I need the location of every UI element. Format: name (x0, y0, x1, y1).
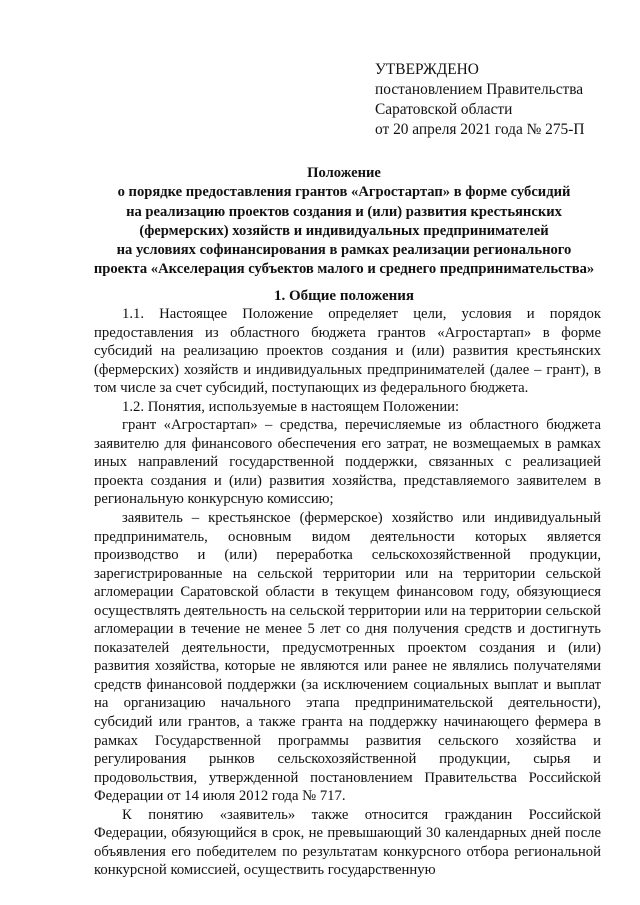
section-heading: 1. Общие положения (273, 288, 415, 304)
document-title-block (92, 164, 596, 280)
paragraph: 1.2. Понятия, используемые в настоящем Положении: (122, 398, 460, 415)
subtitle-line: на реализацию проектов создания и (или) развития крестьянских (126, 203, 562, 220)
document-title: Положение (307, 165, 381, 181)
subtitle-line: на условиях софинансирования в рамках реализации регионального (116, 242, 572, 259)
subtitle-line: проекта «Акселерация субъектов малого и среднего предпринимательства» (93, 261, 595, 278)
subtitle-line: о порядке предоставления грантов «Агростартап» в форме субсидий (117, 184, 571, 201)
approval-heading: УТВЕРЖДЕНО (375, 61, 479, 78)
subtitle-line: (фермерских) хозяйств и индивидуальных предпринимателей (139, 222, 549, 239)
approval-line-1: постановлением Правительства (375, 81, 584, 98)
approval-line-2: Саратовской области (375, 101, 513, 118)
document-body (94, 305, 601, 880)
paragraph: 1.1. Настоящее Положение определяет цели, условия и порядок предоставления из областного бюджета грантов «Агростартап» в форме субсидий на реализацию проектов создания и (или) развития крестьянских (фермерских) хозяйств и индивидуальных предпринимателей (далее – грант), в том числе за счет субсидий, поступающих из федерального бюджета. (94, 306, 601, 397)
paragraph: грант «Агростартап» – средства, перечисляемые из областного бюджета заявителю для финансового обеспечения его затрат, не возмещаемых в рамках иных направлений государственной поддержки, связанных с реализацией проекта создания и (или) развития хозяйства, представляемого заявителем в региональную конкурсную комиссию; (94, 417, 601, 508)
paragraph: К понятию «заявитель» также относится гражданин Российской Федерации, обязующийся в срок, не превышающий 30 календарных дней после объявления его победителем по результатам конкурсного отбора региональной конкурсной комиссией, осуществить государственную (94, 806, 601, 879)
approval-stamp (375, 60, 615, 140)
paragraph: заявитель – крестьянское (фермерское) хозяйство или индивидуальный предприниматель, основным видом деятельности которых является производство и (или) переработка сельскохозяйственной продукции, зарегистрированные на сельской территории или на территории сельской агломерации Саратовской области в текущем финансовом году, обязующиеся осуществлять деятельность на сельской территории или на территории сельской агломерации в течение не менее 5 лет со дня получения средств и достигнуть показателей деятельности, предусмотренных проектом создания и (или) развития хозяйства, которые не являются или ранее не являлись получателями средств финансовой поддержки (за исключением социальных выплат и выплат на организацию начального этапа предпринимательской деятельности), субсидий или грантов, а также гранта на поддержку начинающего фермера в рамках Государственной программы развития сельского хозяйства и регулирования рынков сельскохозяйственной продукции, сырья и продовольствия, утвержденной постановлением Правительства Российской Федерации от 14 июля 2012 года № 717. (94, 510, 601, 805)
approval-line-3: от 20 апреля 2021 года № 275-П (375, 121, 585, 138)
